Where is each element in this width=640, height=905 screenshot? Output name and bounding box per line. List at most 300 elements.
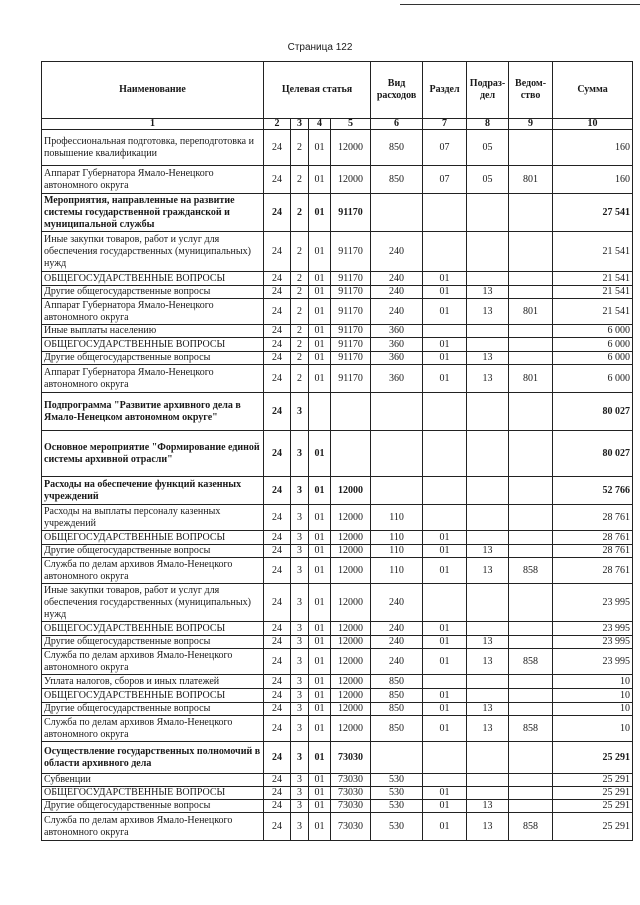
table-row xyxy=(42,338,633,352)
row-name: Другие общегосударственные вопросы xyxy=(42,800,264,813)
section: 01 xyxy=(423,545,467,558)
department: 801 xyxy=(509,299,553,325)
department xyxy=(509,622,553,636)
code-direction: 12000 xyxy=(331,545,371,558)
row-name: ОБЩЕГОСУДАРСТВЕННЫЕ ВОПРОСЫ xyxy=(42,787,264,800)
row-name: Другие общегосударственные вопросы xyxy=(42,703,264,716)
code-direction: 12000 xyxy=(331,558,371,584)
section: 01 xyxy=(423,787,467,800)
row-sum: 10 xyxy=(553,716,633,742)
code-program: 24 xyxy=(264,584,291,622)
row-sum: 160 xyxy=(553,130,633,166)
subsection: 13 xyxy=(467,800,509,813)
section xyxy=(423,774,467,787)
row-sum: 25 291 xyxy=(553,742,633,774)
table-row xyxy=(42,232,633,272)
code-program: 24 xyxy=(264,325,291,338)
section xyxy=(423,584,467,622)
table-row xyxy=(42,558,633,584)
row-sum: 80 027 xyxy=(553,393,633,431)
expense-type: 360 xyxy=(371,365,423,393)
row-name: Служба по делам архивов Ямало-Ненецкого автономного округа xyxy=(42,558,264,584)
row-sum: 6 000 xyxy=(553,338,633,352)
code-direction: 12000 xyxy=(331,716,371,742)
code-direction: 91170 xyxy=(331,338,371,352)
subsection: 13 xyxy=(467,365,509,393)
code-activity xyxy=(309,393,331,431)
subsection xyxy=(467,393,509,431)
code-program: 24 xyxy=(264,130,291,166)
code-activity: 01 xyxy=(309,742,331,774)
department xyxy=(509,232,553,272)
table-row xyxy=(42,130,633,166)
section: 01 xyxy=(423,531,467,545)
expense-type: 240 xyxy=(371,286,423,299)
subsection: 13 xyxy=(467,636,509,649)
table-row xyxy=(42,365,633,393)
code-subprogram: 2 xyxy=(291,286,309,299)
column-number: 4 xyxy=(309,119,331,130)
code-program: 24 xyxy=(264,813,291,841)
row-sum: 160 xyxy=(553,166,633,194)
subsection xyxy=(467,477,509,505)
code-direction: 12000 xyxy=(331,689,371,703)
code-activity: 01 xyxy=(309,774,331,787)
section: 07 xyxy=(423,130,467,166)
code-direction: 73030 xyxy=(331,800,371,813)
row-sum: 25 291 xyxy=(553,787,633,800)
expense-type: 530 xyxy=(371,800,423,813)
row-name: Другие общегосударственные вопросы xyxy=(42,352,264,365)
code-subprogram: 2 xyxy=(291,272,309,286)
code-direction: 73030 xyxy=(331,813,371,841)
row-name: Аппарат Губернатора Ямало-Ненецкого автономного округа xyxy=(42,365,264,393)
subsection xyxy=(467,689,509,703)
code-subprogram: 3 xyxy=(291,431,309,477)
code-subprogram: 3 xyxy=(291,531,309,545)
expense-type: 850 xyxy=(371,703,423,716)
code-program: 24 xyxy=(264,477,291,505)
code-activity: 01 xyxy=(309,689,331,703)
subsection xyxy=(467,325,509,338)
code-program: 24 xyxy=(264,716,291,742)
department xyxy=(509,703,553,716)
department xyxy=(509,689,553,703)
table-row xyxy=(42,505,633,531)
subsection xyxy=(467,675,509,689)
code-direction: 12000 xyxy=(331,636,371,649)
table-row xyxy=(42,813,633,841)
code-activity: 01 xyxy=(309,675,331,689)
subsection xyxy=(467,531,509,545)
row-name: Служба по делам архивов Ямало-Ненецкого автономного округа xyxy=(42,813,264,841)
section xyxy=(423,325,467,338)
code-activity: 01 xyxy=(309,286,331,299)
department: 801 xyxy=(509,365,553,393)
table-row xyxy=(42,800,633,813)
code-activity: 01 xyxy=(309,272,331,286)
code-subprogram: 3 xyxy=(291,477,309,505)
budget-table xyxy=(41,61,633,841)
row-sum: 10 xyxy=(553,689,633,703)
department xyxy=(509,272,553,286)
expense-type xyxy=(371,742,423,774)
row-name: Профессиональная подготовка, переподготовка и повышение квалификации xyxy=(42,130,264,166)
code-direction: 73030 xyxy=(331,774,371,787)
section: 01 xyxy=(423,689,467,703)
department xyxy=(509,431,553,477)
code-direction xyxy=(331,431,371,477)
code-subprogram: 3 xyxy=(291,505,309,531)
code-program: 24 xyxy=(264,703,291,716)
row-sum: 80 027 xyxy=(553,431,633,477)
expense-type: 240 xyxy=(371,272,423,286)
subsection xyxy=(467,272,509,286)
code-subprogram: 3 xyxy=(291,545,309,558)
subsection xyxy=(467,742,509,774)
subsection: 05 xyxy=(467,130,509,166)
code-activity: 01 xyxy=(309,558,331,584)
code-program: 24 xyxy=(264,787,291,800)
section: 01 xyxy=(423,800,467,813)
code-subprogram: 3 xyxy=(291,689,309,703)
expense-type: 850 xyxy=(371,675,423,689)
table-row xyxy=(42,286,633,299)
section xyxy=(423,742,467,774)
code-subprogram: 3 xyxy=(291,636,309,649)
column-number: 2 xyxy=(264,119,291,130)
code-subprogram: 3 xyxy=(291,787,309,800)
code-subprogram: 2 xyxy=(291,325,309,338)
code-subprogram: 2 xyxy=(291,232,309,272)
subsection: 13 xyxy=(467,649,509,675)
code-program: 24 xyxy=(264,232,291,272)
section: 01 xyxy=(423,352,467,365)
code-program: 24 xyxy=(264,505,291,531)
department xyxy=(509,194,553,232)
code-subprogram: 3 xyxy=(291,649,309,675)
code-subprogram: 2 xyxy=(291,299,309,325)
column-number: 8 xyxy=(467,119,509,130)
row-name: ОБЩЕГОСУДАРСТВЕННЫЕ ВОПРОСЫ xyxy=(42,689,264,703)
section: 07 xyxy=(423,166,467,194)
department xyxy=(509,675,553,689)
code-subprogram: 2 xyxy=(291,166,309,194)
row-sum: 28 761 xyxy=(553,505,633,531)
row-name: Иные выплаты населению xyxy=(42,325,264,338)
row-sum: 28 761 xyxy=(553,545,633,558)
row-name: ОБЩЕГОСУДАРСТВЕННЫЕ ВОПРОСЫ xyxy=(42,338,264,352)
row-sum: 27 541 xyxy=(553,194,633,232)
code-direction: 91170 xyxy=(331,299,371,325)
code-activity: 01 xyxy=(309,194,331,232)
code-activity: 01 xyxy=(309,622,331,636)
code-activity: 01 xyxy=(309,716,331,742)
table-row xyxy=(42,774,633,787)
code-program: 24 xyxy=(264,166,291,194)
code-activity: 01 xyxy=(309,232,331,272)
code-program: 24 xyxy=(264,299,291,325)
column-number-row xyxy=(42,119,633,130)
subsection: 13 xyxy=(467,286,509,299)
row-sum: 25 291 xyxy=(553,774,633,787)
code-activity: 01 xyxy=(309,365,331,393)
row-name: ОБЩЕГОСУДАРСТВЕННЫЕ ВОПРОСЫ xyxy=(42,622,264,636)
expense-type: 850 xyxy=(371,716,423,742)
subsection xyxy=(467,584,509,622)
code-activity: 01 xyxy=(309,352,331,365)
section xyxy=(423,232,467,272)
code-program: 24 xyxy=(264,800,291,813)
expense-type xyxy=(371,477,423,505)
row-name: Аппарат Губернатора Ямало-Ненецкого автономного округа xyxy=(42,166,264,194)
code-direction: 12000 xyxy=(331,675,371,689)
header-row xyxy=(42,62,633,119)
table-row xyxy=(42,703,633,716)
section: 01 xyxy=(423,558,467,584)
department xyxy=(509,531,553,545)
table-row xyxy=(42,325,633,338)
code-direction: 12000 xyxy=(331,531,371,545)
subsection xyxy=(467,232,509,272)
table-row xyxy=(42,636,633,649)
code-program: 24 xyxy=(264,636,291,649)
page-header: Страница 122 xyxy=(287,42,353,53)
expense-type: 240 xyxy=(371,636,423,649)
code-program: 24 xyxy=(264,531,291,545)
table-row xyxy=(42,787,633,800)
code-direction: 12000 xyxy=(331,130,371,166)
code-activity: 01 xyxy=(309,545,331,558)
code-direction: 91170 xyxy=(331,232,371,272)
row-sum: 52 766 xyxy=(553,477,633,505)
row-sum: 10 xyxy=(553,703,633,716)
code-subprogram: 3 xyxy=(291,742,309,774)
subsection xyxy=(467,622,509,636)
department xyxy=(509,477,553,505)
code-direction: 12000 xyxy=(331,622,371,636)
code-activity: 01 xyxy=(309,636,331,649)
top-edge-line xyxy=(400,4,640,5)
code-direction: 12000 xyxy=(331,703,371,716)
subsection xyxy=(467,787,509,800)
department xyxy=(509,787,553,800)
subsection: 13 xyxy=(467,813,509,841)
expense-type: 850 xyxy=(371,166,423,194)
code-direction xyxy=(331,393,371,431)
department xyxy=(509,130,553,166)
section: 01 xyxy=(423,716,467,742)
row-name: Иные закупки товаров, работ и услуг для обеспечения государственных (муниципальных) нужд xyxy=(42,584,264,622)
table-row xyxy=(42,272,633,286)
code-activity: 01 xyxy=(309,505,331,531)
row-name: Субвенции xyxy=(42,774,264,787)
row-sum: 6 000 xyxy=(553,365,633,393)
expense-type: 360 xyxy=(371,338,423,352)
header-sum: Сумма xyxy=(553,62,633,119)
row-sum: 21 541 xyxy=(553,232,633,272)
table-row xyxy=(42,431,633,477)
department: 858 xyxy=(509,649,553,675)
column-number: 3 xyxy=(291,119,309,130)
code-program: 24 xyxy=(264,286,291,299)
expense-type xyxy=(371,194,423,232)
row-name: Иные закупки товаров, работ и услуг для обеспечения государственных (муниципальных) нужд xyxy=(42,232,264,272)
header-department: Ведом-ство xyxy=(509,62,553,119)
department xyxy=(509,325,553,338)
table-row xyxy=(42,352,633,365)
code-direction: 12000 xyxy=(331,477,371,505)
subsection: 13 xyxy=(467,703,509,716)
department xyxy=(509,393,553,431)
row-name: ОБЩЕГОСУДАРСТВЕННЫЕ ВОПРОСЫ xyxy=(42,531,264,545)
code-subprogram: 3 xyxy=(291,622,309,636)
code-direction: 91170 xyxy=(331,286,371,299)
section xyxy=(423,194,467,232)
section: 01 xyxy=(423,636,467,649)
department xyxy=(509,800,553,813)
expense-type: 110 xyxy=(371,558,423,584)
code-activity: 01 xyxy=(309,431,331,477)
row-sum: 28 761 xyxy=(553,558,633,584)
section: 01 xyxy=(423,649,467,675)
department xyxy=(509,774,553,787)
header-name: Наименование xyxy=(42,62,264,119)
row-sum: 23 995 xyxy=(553,584,633,622)
subsection xyxy=(467,194,509,232)
department xyxy=(509,545,553,558)
code-subprogram: 3 xyxy=(291,703,309,716)
code-activity: 01 xyxy=(309,584,331,622)
section: 01 xyxy=(423,703,467,716)
code-direction: 91170 xyxy=(331,194,371,232)
code-subprogram: 3 xyxy=(291,675,309,689)
row-name: Уплата налогов, сборов и иных платежей xyxy=(42,675,264,689)
table-row xyxy=(42,675,633,689)
code-activity: 01 xyxy=(309,338,331,352)
row-sum: 23 995 xyxy=(553,649,633,675)
expense-type: 240 xyxy=(371,299,423,325)
row-sum: 21 541 xyxy=(553,286,633,299)
header-target-article: Целевая статья xyxy=(264,62,371,119)
section: 01 xyxy=(423,622,467,636)
column-number: 9 xyxy=(509,119,553,130)
code-direction: 73030 xyxy=(331,787,371,800)
department: 858 xyxy=(509,716,553,742)
expense-type xyxy=(371,431,423,477)
code-direction: 12000 xyxy=(331,505,371,531)
department xyxy=(509,742,553,774)
code-subprogram: 2 xyxy=(291,338,309,352)
table-row xyxy=(42,742,633,774)
table-row xyxy=(42,584,633,622)
code-activity: 01 xyxy=(309,787,331,800)
section: 01 xyxy=(423,813,467,841)
table-row xyxy=(42,716,633,742)
row-name: Мероприятия, направленные на развитие системы государственной гражданской и муниципальной службы xyxy=(42,194,264,232)
subsection: 13 xyxy=(467,352,509,365)
section xyxy=(423,675,467,689)
code-activity: 01 xyxy=(309,800,331,813)
row-sum: 6 000 xyxy=(553,352,633,365)
expense-type: 850 xyxy=(371,689,423,703)
department xyxy=(509,584,553,622)
row-sum: 23 995 xyxy=(553,622,633,636)
section: 01 xyxy=(423,272,467,286)
header-expense-type: Вид расходов xyxy=(371,62,423,119)
header-subsection: Подраз-дел xyxy=(467,62,509,119)
expense-type: 530 xyxy=(371,813,423,841)
code-direction: 91170 xyxy=(331,365,371,393)
row-sum: 25 291 xyxy=(553,813,633,841)
table-row xyxy=(42,531,633,545)
row-name: Аппарат Губернатора Ямало-Ненецкого автономного округа xyxy=(42,299,264,325)
code-program: 24 xyxy=(264,774,291,787)
column-number: 10 xyxy=(553,119,633,130)
code-activity: 01 xyxy=(309,813,331,841)
code-subprogram: 3 xyxy=(291,716,309,742)
expense-type: 850 xyxy=(371,130,423,166)
section xyxy=(423,477,467,505)
table-row xyxy=(42,545,633,558)
expense-type: 530 xyxy=(371,787,423,800)
section xyxy=(423,505,467,531)
code-program: 24 xyxy=(264,393,291,431)
subsection xyxy=(467,338,509,352)
code-activity: 01 xyxy=(309,649,331,675)
department xyxy=(509,286,553,299)
expense-type: 240 xyxy=(371,584,423,622)
row-sum: 21 541 xyxy=(553,299,633,325)
table-body xyxy=(42,130,633,841)
row-name: Расходы на обеспечение функций казенных учреждений xyxy=(42,477,264,505)
expense-type: 360 xyxy=(371,325,423,338)
department: 858 xyxy=(509,813,553,841)
row-sum: 10 xyxy=(553,675,633,689)
row-sum: 6 000 xyxy=(553,325,633,338)
code-subprogram: 3 xyxy=(291,393,309,431)
code-subprogram: 3 xyxy=(291,800,309,813)
code-program: 24 xyxy=(264,338,291,352)
subsection: 13 xyxy=(467,545,509,558)
row-name: Подпрограмма "Развитие архивного дела в Ямало-Ненецком автономном округе" xyxy=(42,393,264,431)
code-program: 24 xyxy=(264,675,291,689)
code-subprogram: 3 xyxy=(291,774,309,787)
table-row xyxy=(42,689,633,703)
row-sum: 28 761 xyxy=(553,531,633,545)
row-name: Осуществление государственных полномочий в области архивного дела xyxy=(42,742,264,774)
code-program: 24 xyxy=(264,558,291,584)
expense-type: 240 xyxy=(371,622,423,636)
code-direction: 12000 xyxy=(331,584,371,622)
expense-type: 360 xyxy=(371,352,423,365)
table-row xyxy=(42,194,633,232)
department xyxy=(509,338,553,352)
section: 01 xyxy=(423,299,467,325)
table-row xyxy=(42,166,633,194)
subsection xyxy=(467,505,509,531)
code-program: 24 xyxy=(264,352,291,365)
code-direction: 91170 xyxy=(331,352,371,365)
code-program: 24 xyxy=(264,431,291,477)
department xyxy=(509,505,553,531)
code-activity: 01 xyxy=(309,703,331,716)
code-program: 24 xyxy=(264,545,291,558)
expense-type: 240 xyxy=(371,232,423,272)
code-subprogram: 2 xyxy=(291,352,309,365)
code-direction: 91170 xyxy=(331,272,371,286)
header-section: Раздел xyxy=(423,62,467,119)
